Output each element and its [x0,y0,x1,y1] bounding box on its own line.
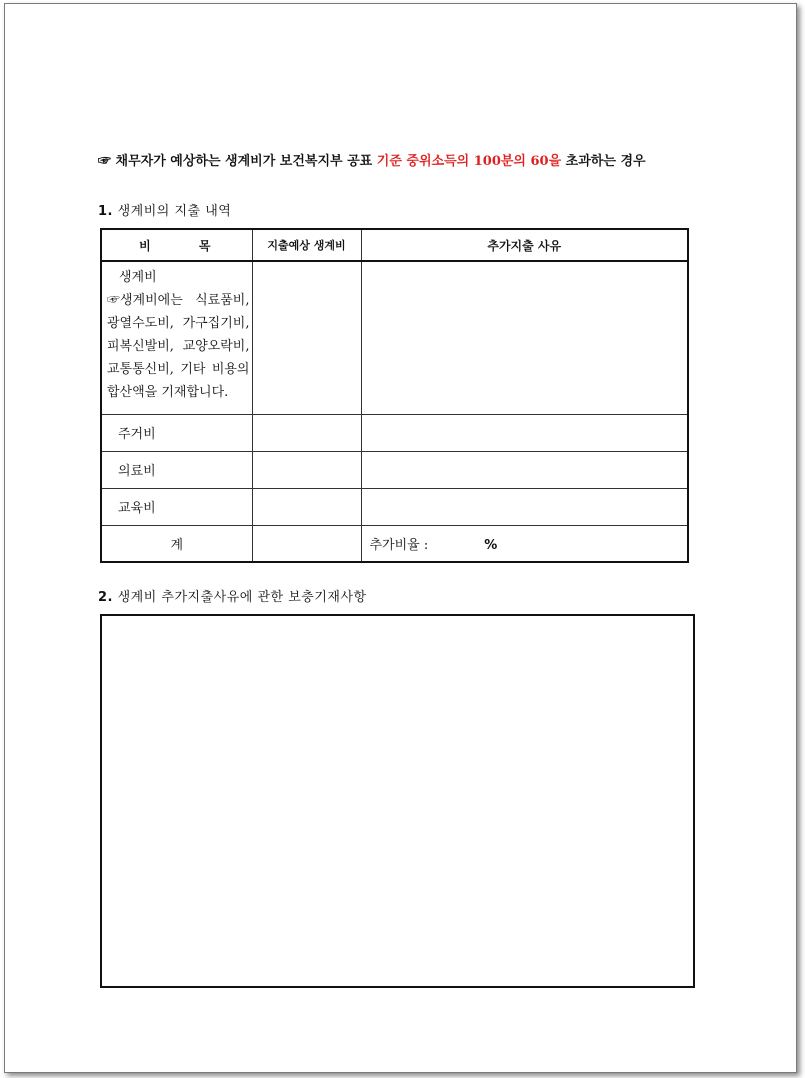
headline-text: ☞ 채무자가 예상하는 생계비가 보건복지부 공표 [98,154,377,169]
table-header-row [101,229,688,261]
supplementary-notes-box[interactable] [100,614,695,988]
section-1-title [98,200,231,219]
living-note: ☞생계비에는 식료품비, 광열수도비, 가구집기비, 피복신발비, 교양오락비, 교통통신비, 기타 비용의 합산액을 기재합니다. [107,293,250,400]
table-row-medical [101,451,688,488]
medical-expense-cell[interactable] [252,451,361,488]
total-label: 계 [101,525,252,562]
section-2-number: 2. [98,590,113,605]
education-label: 교육비 [101,488,252,525]
medical-reason-cell[interactable] [361,451,688,488]
living-expense-cell[interactable] [252,261,361,414]
header-reason: 추가지출 사유 [361,229,688,261]
table-row-total [101,525,688,562]
housing-reason-cell[interactable] [361,414,688,451]
table-row-education [101,488,688,525]
header-expense: 지출예상 생계비 [252,229,361,261]
section-1-label: 생계비의 지출 내역 [112,204,232,219]
living-label: 생계비 [119,270,157,285]
total-expense-cell[interactable] [252,525,361,562]
living-cost-cell [101,261,252,414]
expense-table [100,228,689,563]
additional-ratio-cell[interactable] [361,525,688,562]
education-expense-cell[interactable] [252,488,361,525]
living-reason-cell[interactable] [361,261,688,414]
medical-label: 의료비 [101,451,252,488]
section-2-title [98,586,367,605]
headline-suffix: 초과하는 경우 [561,154,646,169]
section-2-label: 생계비 추가지출사유에 관한 보충기재사항 [112,590,367,605]
section-1-number: 1. [98,204,113,219]
ratio-percent: % [484,537,498,553]
housing-expense-cell[interactable] [252,414,361,451]
housing-label: 주거비 [101,414,252,451]
table-row-living [101,261,688,414]
ratio-label: 추가비율 : [369,537,429,553]
education-reason-cell[interactable] [361,488,688,525]
page-headline [98,148,698,175]
header-item: 비 목 [101,229,252,261]
table-row-housing [101,414,688,451]
headline-highlight: 기준 중위소득의 100분의 60을 [376,154,562,169]
